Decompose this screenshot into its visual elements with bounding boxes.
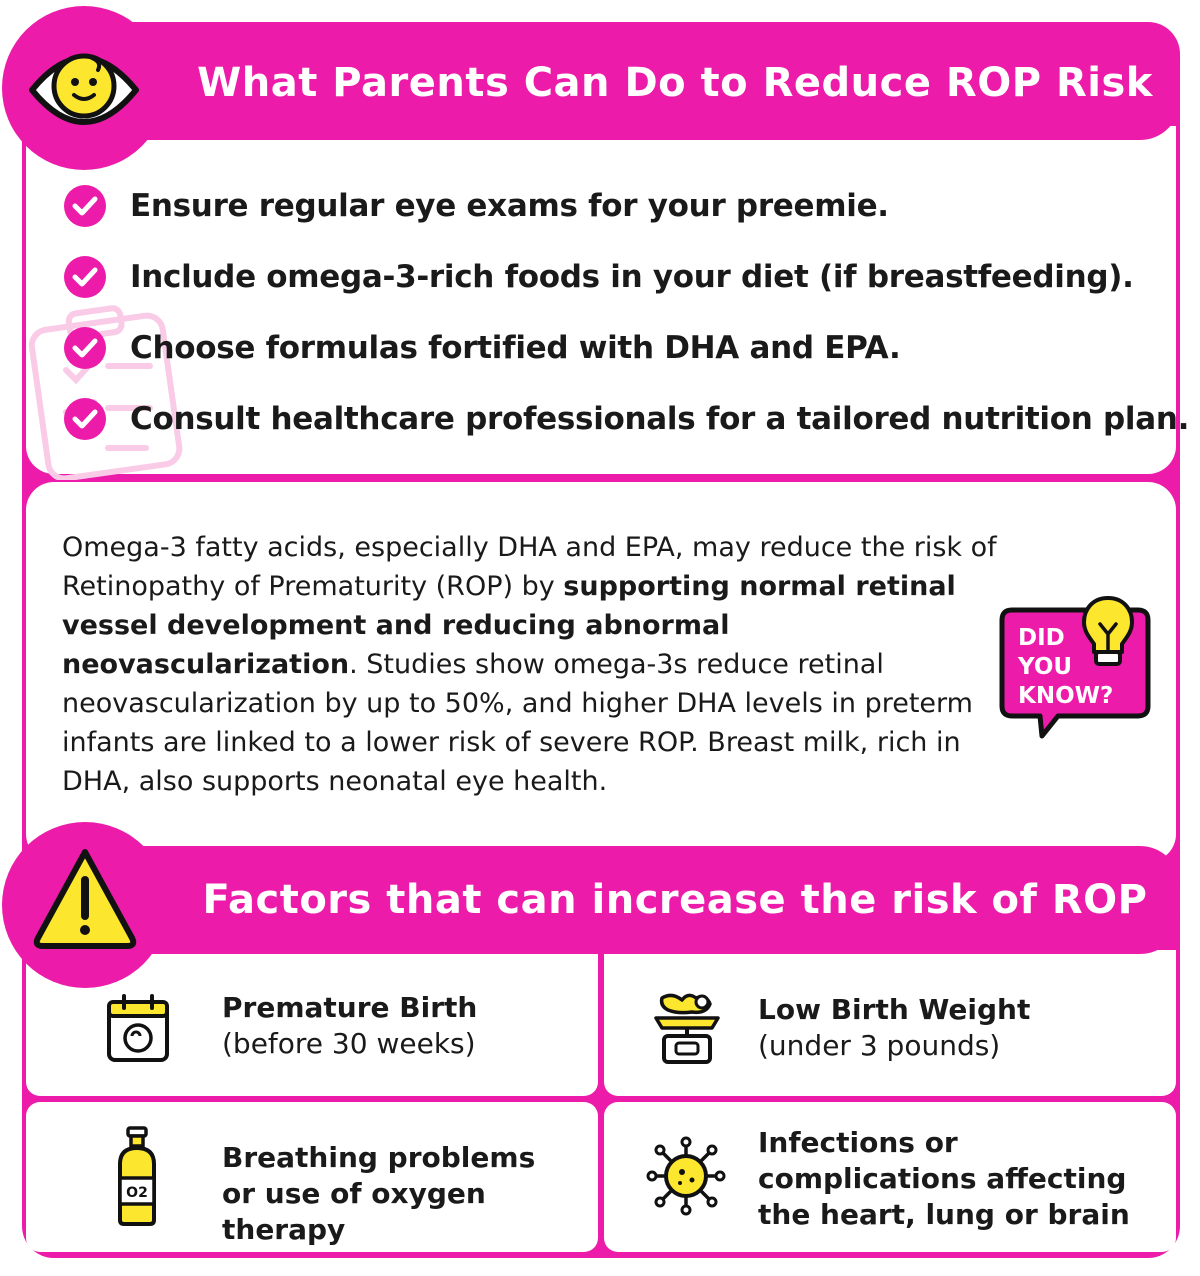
warning-icon xyxy=(2,822,168,988)
factor-title: Breathing problems or use of oxygen therapy xyxy=(222,1141,536,1246)
check-circle-icon xyxy=(62,325,108,371)
did-you-know-line2: YOU xyxy=(1018,654,1073,680)
factor-title: Infections or complications affecting the heart, lung or brain xyxy=(758,1126,1130,1231)
factor-title: Premature Birth xyxy=(222,991,478,1024)
fact-paragraph xyxy=(62,528,1002,801)
did-you-know-line3: KNOW? xyxy=(1018,683,1114,709)
factor-title: Low Birth Weight xyxy=(758,993,1031,1026)
check-circle-icon xyxy=(62,396,108,442)
factor-detail: (under 3 pounds) xyxy=(758,1029,1001,1062)
tip-item xyxy=(62,312,1162,383)
fact-text-part2: . Studies show omega-3s reduce retinal neovascularization by up to 50%, and higher DHA levels in preterm infants are linked to a lower risk of severe ROP. Breast milk, rich in DHA, also supports neonatal eye health. xyxy=(62,649,973,797)
eye-badge xyxy=(2,6,166,170)
fact-text-bold: supporting normal retinal vessel development and reducing abnormal neovascularization xyxy=(62,571,956,680)
tip-text: Consult healthcare professionals for a tailored nutrition plan. xyxy=(130,400,1190,437)
factor-breathing xyxy=(222,1140,572,1248)
section2-title: Factors that can increase the risk of ROP xyxy=(202,877,1148,923)
factor-infection xyxy=(758,1125,1158,1233)
factor-premature xyxy=(222,990,477,1062)
tip-text: Ensure regular eye exams for your preemie. xyxy=(130,187,889,224)
did-you-know-line1: DID xyxy=(1018,625,1065,651)
did-you-know-badge xyxy=(998,594,1158,744)
tip-item xyxy=(62,383,1190,454)
tip-text: Include omega-3-rich foods in your diet (if breastfeeding). xyxy=(130,258,1134,295)
section2-header xyxy=(110,846,1180,954)
svg-text:O2: O2 xyxy=(126,1185,148,1201)
check-circle-icon xyxy=(62,254,108,300)
check-circle-icon xyxy=(62,183,108,229)
fact-text-part1: Omega-3 fatty acids, especially DHA and EPA, may reduce the risk of Retinopathy of Prematurity (ROP) by xyxy=(62,532,997,602)
eye-icon xyxy=(2,6,166,170)
factor-detail: (before 30 weeks) xyxy=(222,1027,476,1060)
tip-item xyxy=(62,241,1162,312)
oxygen-tank-icon xyxy=(112,1124,162,1228)
tip-item xyxy=(62,170,1162,241)
virus-icon xyxy=(646,1136,726,1216)
calendar-icon xyxy=(104,992,172,1064)
section1-title: What Parents Can Do to Reduce ROP Risk xyxy=(197,60,1153,106)
tips-list xyxy=(62,170,1190,454)
section1-header xyxy=(110,26,1180,140)
tip-text: Choose formulas fortified with DHA and EPA. xyxy=(130,329,901,366)
warning-badge xyxy=(2,822,168,988)
baby-scale-icon xyxy=(652,990,722,1066)
factor-weight xyxy=(758,992,1030,1064)
